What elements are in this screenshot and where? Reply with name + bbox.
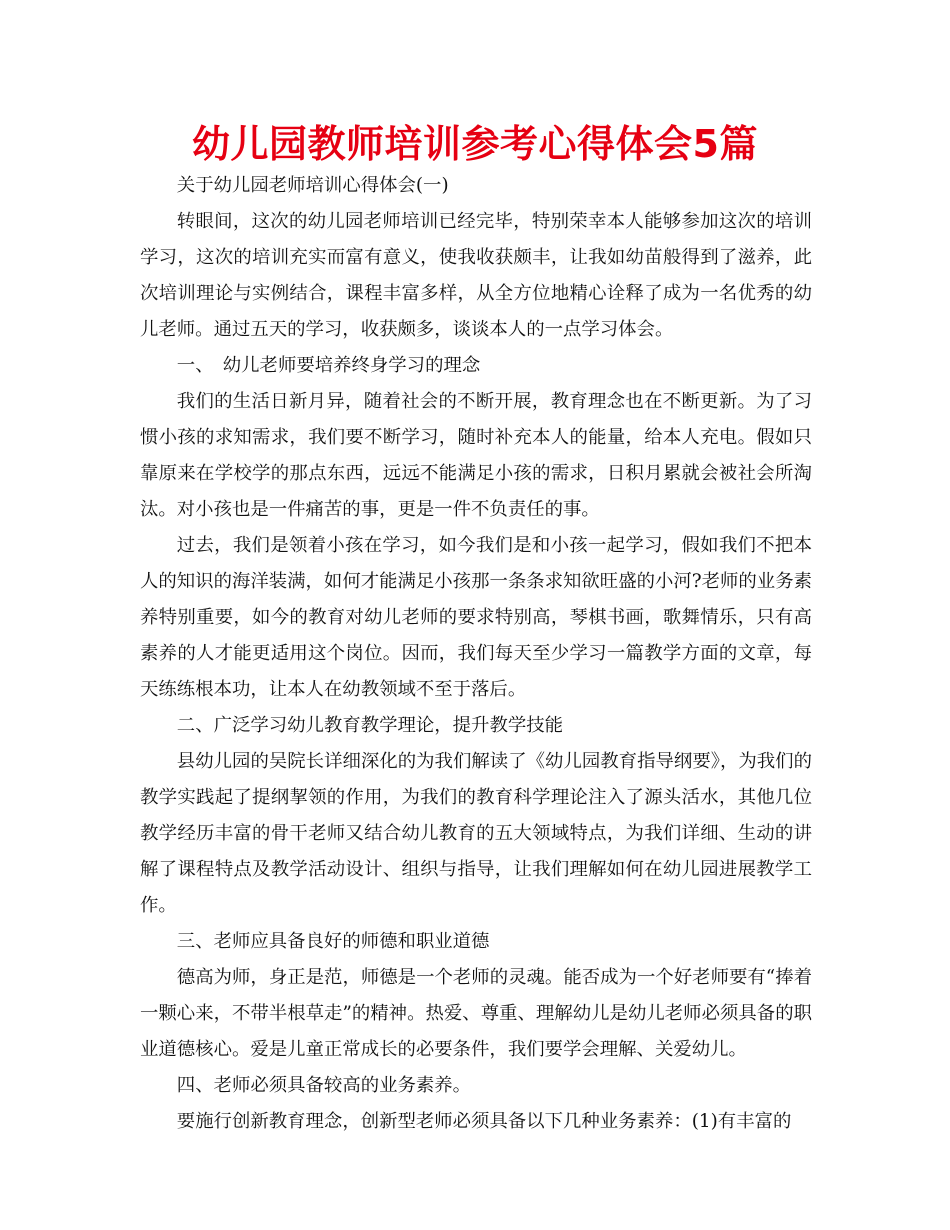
paragraph: 我们的生活日新月异，随着社会的不断开展，教育理念也在不断更新。为了习惯小孩的求知需求，我们要不断学习，随时补充本人的能量，给本人充电。假如只靠原来在学校学的那点东西，远远不能满足小孩的需求，日积月累就会被社会所淘汰。对小孩也是一件痛苦的事，更是一件不负责任的事。: [140, 391, 812, 520]
paragraph: 县幼儿园的吴院长详细深化的为我们解读了《幼儿园教育指导纲要》，为我们的教学实践起了提纲挈领的作用，为我们的教育科学理论注入了源头活水，其他几位教学经历丰富的骨干老师又结合幼儿教育的五大领域特点，为我们详细、生动的讲解了课程特点及教学活动设计、组织与指导，让我们理解如何在幼儿园进展教学工作。: [140, 751, 812, 916]
section-heading: 三、老师应具备良好的师德和职业道德: [176, 931, 490, 952]
paragraph: 德高为师，身正是范，师德是一个老师的灵魂。能否成为一个好老师要有“捧着一颗心来，不带半根草走”的精神。热爱、尊重、理解幼儿是幼儿老师必须具备的职业道德核心。爱是儿童正常成长的必要条件，我们要学会理解、关爱幼儿。: [140, 967, 812, 1060]
section-heading: 四、老师必须具备较高的业务素养。: [176, 1075, 472, 1096]
section-heading: 一、 幼儿老师要培养终身学习的理念: [176, 355, 481, 376]
document-title: 幼儿园教师培训参考心得体会5篇: [192, 122, 758, 166]
paragraph: 转眼间，这次的幼儿园老师培训已经完毕，特别荣幸本人能够参加这次的培训学习，这次的培训充实而富有意义，使我收获颇丰，让我如幼苗般得到了滋养，此次培训理论与实例结合，课程丰富多样，从全方位地精心诠释了成为一名优秀的幼儿老师。通过五天的学习，收获颇多，谈谈本人的一点学习体会。: [140, 211, 812, 340]
document-body: [140, 168, 812, 1140]
paragraph: 要施行创新教育理念，创新型老师必须具备以下几种业务素养：(1)有丰富的: [176, 1111, 792, 1132]
paragraph: 过去，我们是领着小孩在学习，如今我们是和小孩一起学习，假如我们不把本人的知识的海洋装满，如何才能满足小孩那一条条求知欲旺盛的小河?老师的业务素养特别重要，如今的教育对幼儿老师的要求特别高，琴棋书画，歌舞情乐，只有高素养的人才能更适用这个岗位。因而，我们每天至少学习一篇教学方面的文章，每天练练根本功，让本人在幼教领域不至于落后。: [140, 535, 812, 700]
section-heading: 关于幼儿园老师培训心得体会(一): [176, 175, 449, 196]
section-heading: 二、广泛学习幼儿教育教学理论，提升教学技能: [176, 715, 564, 736]
